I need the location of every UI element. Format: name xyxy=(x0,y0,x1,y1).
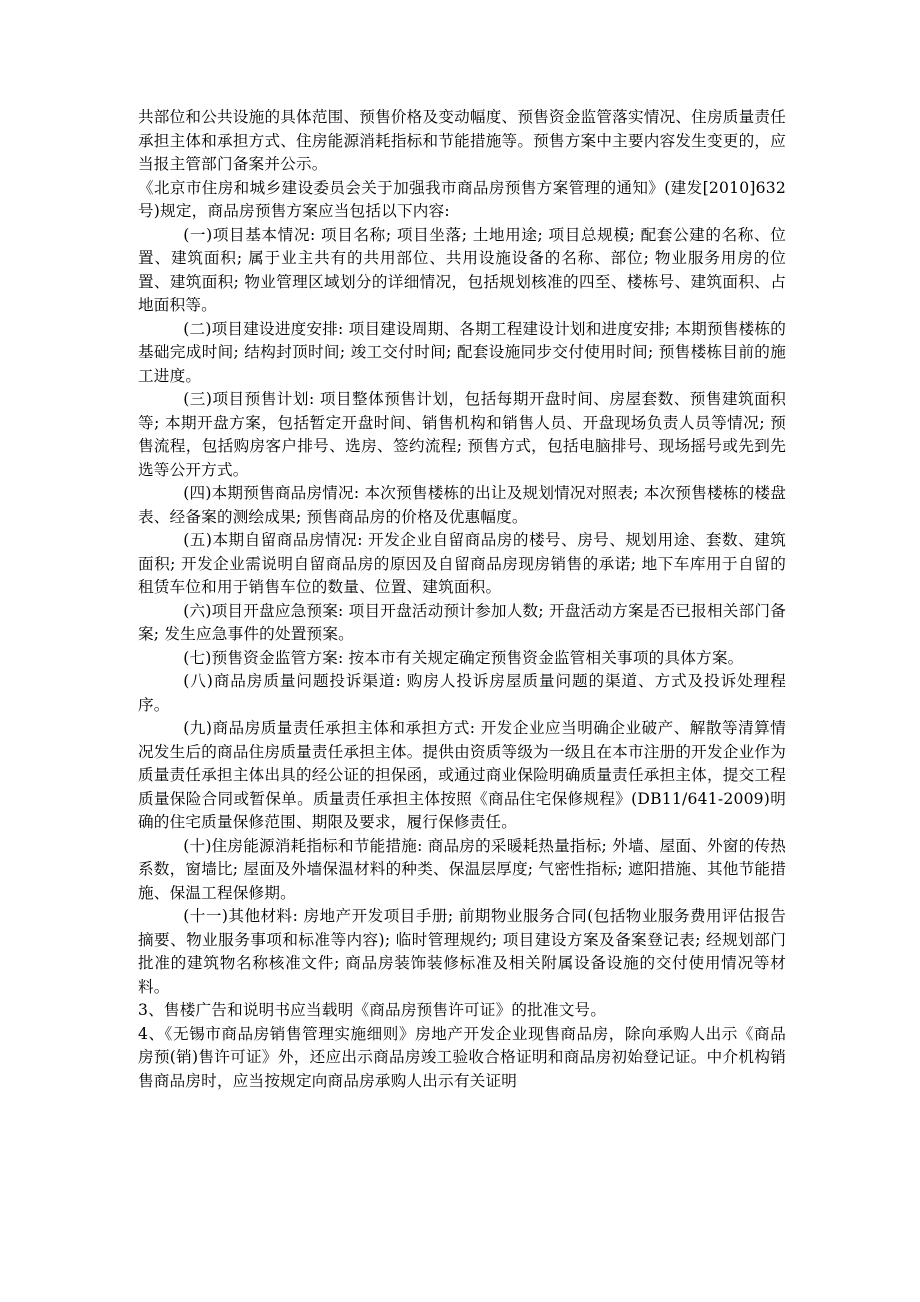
paragraph-point-4: 4、《无锡市商品房销售管理实施细则》房地产开发企业现售商品房，除向承购人出示《商品房预(销)售许可证》外，还应出示商品房竣工验收合格证明和商品房初始登记证。中介机构销售商品房时，应当按规定向商品房承购人出示有关证明 xyxy=(138,1024,786,1090)
paragraph-item-3: (三)项目预售计划: 项目整体预售计划，包括每期开盘时间、房屋套数、预售建筑面积等; 本期开盘方案，包括暂定开盘时间、销售机构和销售人员、开盘现场负责人员等情况; 预售流程，包括购房客户排号、选房、签约流程; 预售方式，包括电脑排号、现场摇号或先到先选等公开方式。 xyxy=(138,390,786,479)
paragraph-item-10: (十)住房能源消耗指标和节能措施: 商品房的采暖耗热量指标; 外墙、屋面、外窗的传热系数，窗墙比; 屋面及外墙保温材料的种类、保温层厚度; 气密性指标; 遮阳措施、其他节能措施、保温工程保修期。 xyxy=(138,836,786,902)
paragraph-point-3: 3、售楼广告和说明书应当载明《商品房预售许可证》的批准文号。 xyxy=(138,1001,607,1019)
paragraph-item-9: (九)商品房质量责任承担主体和承担方式: 开发企业应当明确企业破产、解散等清算情况发生后的商品住房质量责任承担主体。提供由资质等级为一级且在本市注册的开发企业作为质量责任承担主体出具的经公证的担保函，或通过商业保险明确质量责任承担主体，提交工程质量保险合同或暂保单。质量责任承担主体按照《商品住宅保修规程》(DB11/641-2009)明确的住宅质量保修范围、期限及要求，履行保修责任。 xyxy=(138,719,786,831)
paragraph-item-11: (十一)其他材料: 房地产开发项目手册; 前期物业服务合同(包括物业服务费用评估报告摘要、物业服务事项和标准等内容); 临时管理规约; 项目建设方案及备案登记表; 经规划部门批准的建筑物名称核准文件; 商品房装饰装修标准及相关附属设备设施的交付使用情况等材料。 xyxy=(138,907,786,996)
paragraph-item-8: (八)商品房质量问题投诉渠道: 购房人投诉房屋质量问题的渠道、方式及投诉处理程序。 xyxy=(138,672,786,714)
paragraph-item-1: (一)项目基本情况: 项目名称; 项目坐落; 土地用途; 项目总规模; 配套公建的名称、位置、建筑面积; 属于业主共有的共用部位、共用设施设备的名称、部位; 物业服务用房的位置、建筑面积; 物业管理区域划分的详细情况，包括规划核准的四至、楼栋号、建筑面积、占地面积等。 xyxy=(138,225,786,314)
paragraph-item-6: (六)项目开盘应急预案: 项目开盘活动预计参加人数; 开盘活动方案是否已报相关部门备案; 发生应急事件的处置预案。 xyxy=(138,601,786,643)
paragraph-intro-continuation: 共部位和公共设施的具体范围、预售价格及变动幅度、预售资金监管落实情况、住房质量责任承担主体和承担方式、住房能源消耗指标和节能措施等。预售方案中主要内容发生变更的，应当报主管部门备案并公示。 xyxy=(138,108,786,173)
paragraph-regulation-citation: 《北京市住房和城乡建设委员会关于加强我市商品房预售方案管理的通知》(建发[2010]632号)规定，商品房预售方案应当包括以下内容: xyxy=(138,178,786,220)
paragraph-item-5: (五)本期自留商品房情况: 开发企业自留商品房的楼号、房号、规划用途、套数、建筑面积; 开发企业需说明自留商品房的原因及自留商品房现房销售的承诺; 地下车库用于自留的租赁车位和用于销售车位的数量、位置、建筑面积。 xyxy=(138,531,786,596)
paragraph-item-2: (二)项目建设进度安排: 项目建设周期、各期工程建设计划和进度安排; 本期预售楼栋的基础完成时间; 结构封顶时间; 竣工交付时间; 配套设施同步交付使用时间; 预售楼栋目前的施工进度。 xyxy=(138,319,786,385)
paragraph-item-7: (七)预售资金监管方案: 按本市有关规定确定预售资金监管相关事项的具体方案。 xyxy=(183,648,744,667)
document-page xyxy=(138,106,786,1093)
paragraph-item-4: (四)本期预售商品房情况: 本次预售楼栋的出让及规划情况对照表; 本次预售楼栋的楼盘表、经备案的测绘成果; 预售商品房的价格及优惠幅度。 xyxy=(138,484,786,526)
